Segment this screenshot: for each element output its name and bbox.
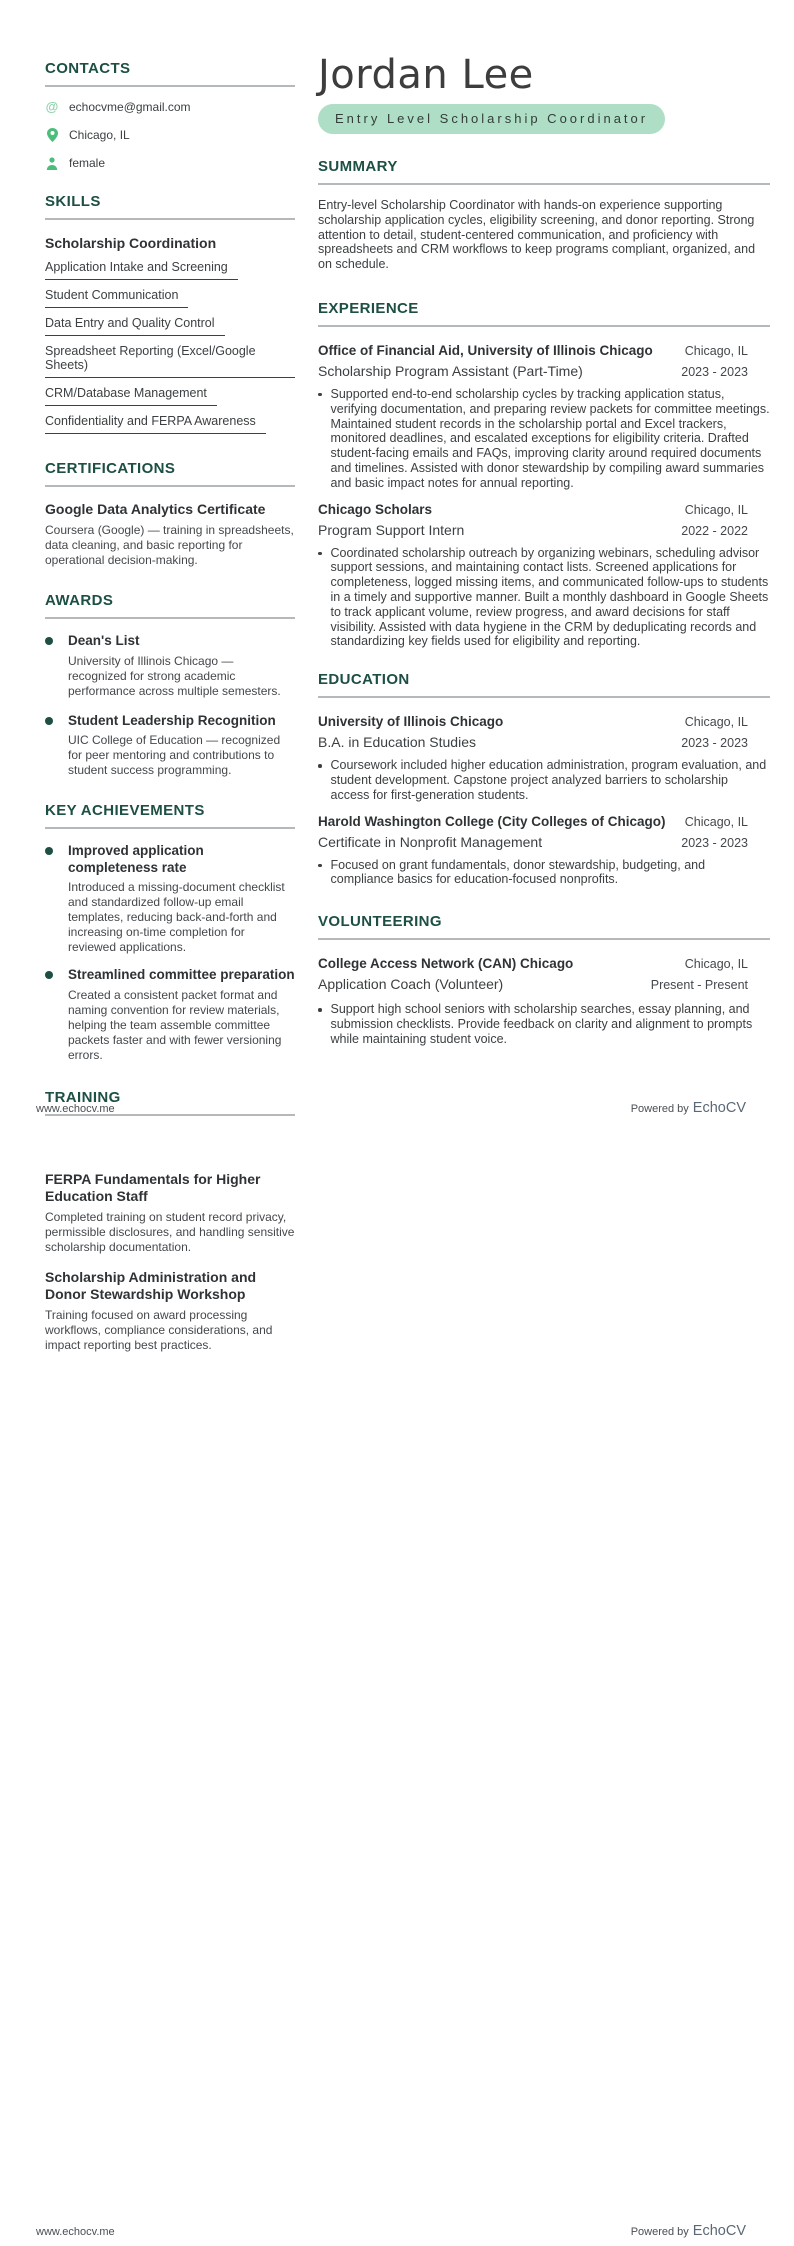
education-location: Chicago, IL (684, 715, 748, 730)
resume-page-2 (0, 1123, 794, 2246)
award-title: Student Leadership Recognition (68, 712, 276, 728)
training-description: Completed training on student record privacy, permissible disclosures, and handling sensitive scholarship documentation. (45, 1210, 295, 1254)
certifications-section (45, 460, 295, 568)
experience-role: Scholarship Program Assistant (Part-Time) (318, 362, 583, 379)
contact-location: Chicago, IL (69, 128, 130, 142)
volunteering-bullet: Support high school seniors with scholarship searches, essay planning, and submission checklists. Provide feedback on clarity and alignment to prompts while maintaining student voice. (318, 1002, 770, 1046)
training-title: Scholarship Administration and Donor Stewardship Workshop (45, 1269, 257, 1302)
section-divider (45, 85, 295, 87)
location-icon (45, 128, 59, 142)
section-divider (318, 183, 770, 185)
section-divider (45, 218, 295, 220)
contact-row-gender (45, 155, 295, 171)
experience-section (318, 300, 770, 649)
contact-email: echocvme@gmail.com (69, 100, 191, 114)
education-bullet: Coursework included higher education administration, program evaluation, and student development. Capstone project analyzed barriers to scholarship access for first-generation students. (318, 758, 770, 802)
education-location: Chicago, IL (684, 814, 748, 829)
award-item (45, 633, 295, 699)
bullet-dot-icon (45, 971, 53, 979)
awards-heading: AWARDS (45, 592, 114, 609)
education-degree: Certificate in Nonprofit Management (318, 833, 543, 850)
award-description: UIC College of Education — recognized for peer mentoring and contributions to student success programming. (68, 733, 281, 777)
page-footer (36, 1099, 746, 1117)
awards-section (45, 592, 295, 778)
skill-item: Spreadsheet Reporting (Excel/Google Sheets) (45, 341, 295, 378)
bullet-dot-icon (45, 637, 53, 645)
summary-text: Entry-level Scholarship Coordinator with hands-on experience supporting scholarship application cycles, eligibility screening, and donor reporting. Strong attention to detail, student-centered communication, and proficiency with spreadsheets and CRM workflows to keep programs compliant, organized, and on schedule. (318, 198, 756, 272)
volunteering-entry (318, 955, 770, 1046)
training-description: Training focused on award processing workflows, compliance considerations, and impact reporting best practices. (45, 1308, 273, 1352)
sidebar (45, 0, 295, 1116)
training-title: FERPA Fundamentals for Higher Education Staff (45, 1171, 261, 1204)
experience-bullet: Supported end-to-end scholarship cycles by tracking application status, verifying documentation, and preparing review packets for committee meetings. Maintained student records in the scholarship portal and Excel trackers, monitored deadlines, and escalated exceptions for eligibility criteria. Drafted student-facing emails and FAQs, improving clarity around required documents and timelines. Assisted with donor stewardship by compiling award summaries and basic impact notes for annual reporting. (318, 387, 770, 491)
section-divider (45, 485, 295, 487)
skills-section (45, 193, 295, 434)
bullet-icon (318, 764, 322, 768)
award-description: University of Illinois Chicago — recognized for strong academic performance across multiple semesters. (68, 653, 281, 698)
experience-org: Office of Financial Aid, University of Illinois Chicago (318, 342, 653, 358)
education-dates: 2023 - 2023 (681, 835, 748, 850)
footer-powered-by-label: Powered by (630, 2226, 689, 2238)
section-divider (318, 325, 770, 327)
achievement-title: Streamlined committee preparation (68, 967, 295, 982)
certification-title: Google Data Analytics Certificate (45, 501, 266, 517)
experience-entry (318, 342, 770, 491)
training-content (45, 1123, 301, 1353)
section-divider (45, 617, 295, 619)
footer-brand-link[interactable]: EchoCV (692, 1100, 746, 1116)
contact-row-email (45, 99, 295, 115)
footer-brand-link[interactable]: EchoCV (692, 2223, 746, 2239)
bullet-dot-icon (45, 847, 53, 855)
achievement-title: Improved application completeness rate (68, 843, 204, 875)
contacts-heading: CONTACTS (45, 60, 131, 77)
section-divider (45, 827, 295, 829)
certifications-heading: CERTIFICATIONS (45, 460, 176, 477)
volunteering-dates: Present - Present (650, 978, 748, 993)
footer-site-link[interactable]: www.echocv.me (36, 1103, 115, 1115)
volunteering-org: College Access Network (CAN) Chicago (318, 956, 574, 972)
person-icon (45, 156, 59, 170)
footer-site-link[interactable]: www.echocv.me (36, 2226, 115, 2238)
summary-section (318, 158, 770, 272)
experience-dates: 2022 - 2022 (681, 523, 748, 538)
skills-heading: SKILLS (45, 193, 101, 210)
contact-list (45, 99, 295, 171)
main-column (318, 0, 770, 1047)
footer-powered-by-label: Powered by (630, 1103, 689, 1115)
certification-description: Coursera (Google) — training in spreadsheets, data cleaning, and basic reporting for operational decision-making. (45, 523, 294, 567)
job-title-badge: Entry Level Scholarship Coordinator (318, 104, 665, 134)
education-heading: EDUCATION (318, 671, 410, 689)
experience-org: Chicago Scholars (318, 501, 433, 517)
candidate-name: Jordan Lee (318, 52, 534, 98)
education-school: University of Illinois Chicago (318, 714, 504, 730)
award-title: Dean's List (68, 633, 140, 648)
bullet-icon (318, 552, 322, 556)
at-icon: @ (45, 99, 59, 114)
education-school: Harold Washington College (City Colleges of Chicago) (318, 813, 666, 829)
experience-heading: EXPERIENCE (318, 299, 419, 317)
skill-item: Confidentiality and FERPA Awareness (45, 411, 266, 434)
skill-item: Data Entry and Quality Control (45, 313, 225, 336)
experience-location: Chicago, IL (684, 502, 748, 517)
education-section (318, 671, 770, 887)
experience-dates: 2023 - 2023 (681, 364, 748, 379)
education-bullet: Focused on grant fundamentals, donor stewardship, budgeting, and compliance basics for education-focused nonprofits. (318, 858, 770, 888)
bullet-dot-icon (45, 717, 53, 725)
education-entry (318, 713, 770, 802)
education-dates: 2023 - 2023 (681, 736, 748, 751)
training-item (45, 1171, 301, 1255)
bullet-icon (318, 864, 322, 868)
achievement-description: Introduced a missing-document checklist and standardized follow-up email templates, reducing back-and-forth and increasing on-time completion for reviewed applications. (68, 880, 285, 954)
skill-group-title: Scholarship Coordination (45, 235, 217, 251)
contacts-section (45, 60, 295, 171)
skill-item: Application Intake and Screening (45, 257, 238, 280)
section-divider (318, 938, 770, 940)
contact-gender: female (69, 156, 106, 170)
bullet-icon (318, 1008, 322, 1012)
volunteering-section (318, 913, 770, 1046)
volunteering-role: Application Coach (Volunteer) (318, 976, 504, 993)
skill-item: Student Communication (45, 285, 188, 308)
key-achievements-section (45, 802, 295, 1063)
training-heading: TRAINING (45, 1088, 121, 1106)
award-item (45, 713, 295, 779)
education-entry (318, 813, 770, 888)
section-divider (318, 696, 770, 698)
achievement-item (45, 843, 295, 955)
volunteering-location: Chicago, IL (684, 957, 748, 972)
experience-bullet: Coordinated scholarship outreach by organizing webinars, scheduling advisor support sessions, and maintaining contact lists. Screened applications for completeness, logged missing items, and communicated follow-ups to students in a timely and supportive manner. Built a monthly dashboard in Google Sheets to track applicant volume, review progress, and award decisions for staff visibility. Assisted with data hygiene in the CRM by deduplicating records and standardizing key fields used for eligibility and reporting. (318, 546, 770, 650)
achievement-item (45, 967, 295, 1063)
achievement-description: Created a consistent packet format and naming convention for review materials, helping the team assemble committee packets faster and with fewer versioning errors. (68, 987, 282, 1062)
page-footer (36, 2222, 746, 2240)
education-degree: B.A. in Education Studies (318, 734, 476, 751)
training-item (45, 1269, 301, 1353)
volunteering-heading: VOLUNTEERING (318, 913, 442, 931)
skill-item: CRM/Database Management (45, 383, 217, 406)
bullet-icon (318, 393, 322, 397)
experience-entry (318, 501, 770, 650)
contact-row-location (45, 127, 295, 143)
summary-heading: SUMMARY (318, 158, 398, 175)
experience-location: Chicago, IL (684, 343, 748, 358)
experience-role: Program Support Intern (318, 521, 465, 538)
key-achievements-heading: KEY ACHIEVEMENTS (45, 802, 205, 819)
